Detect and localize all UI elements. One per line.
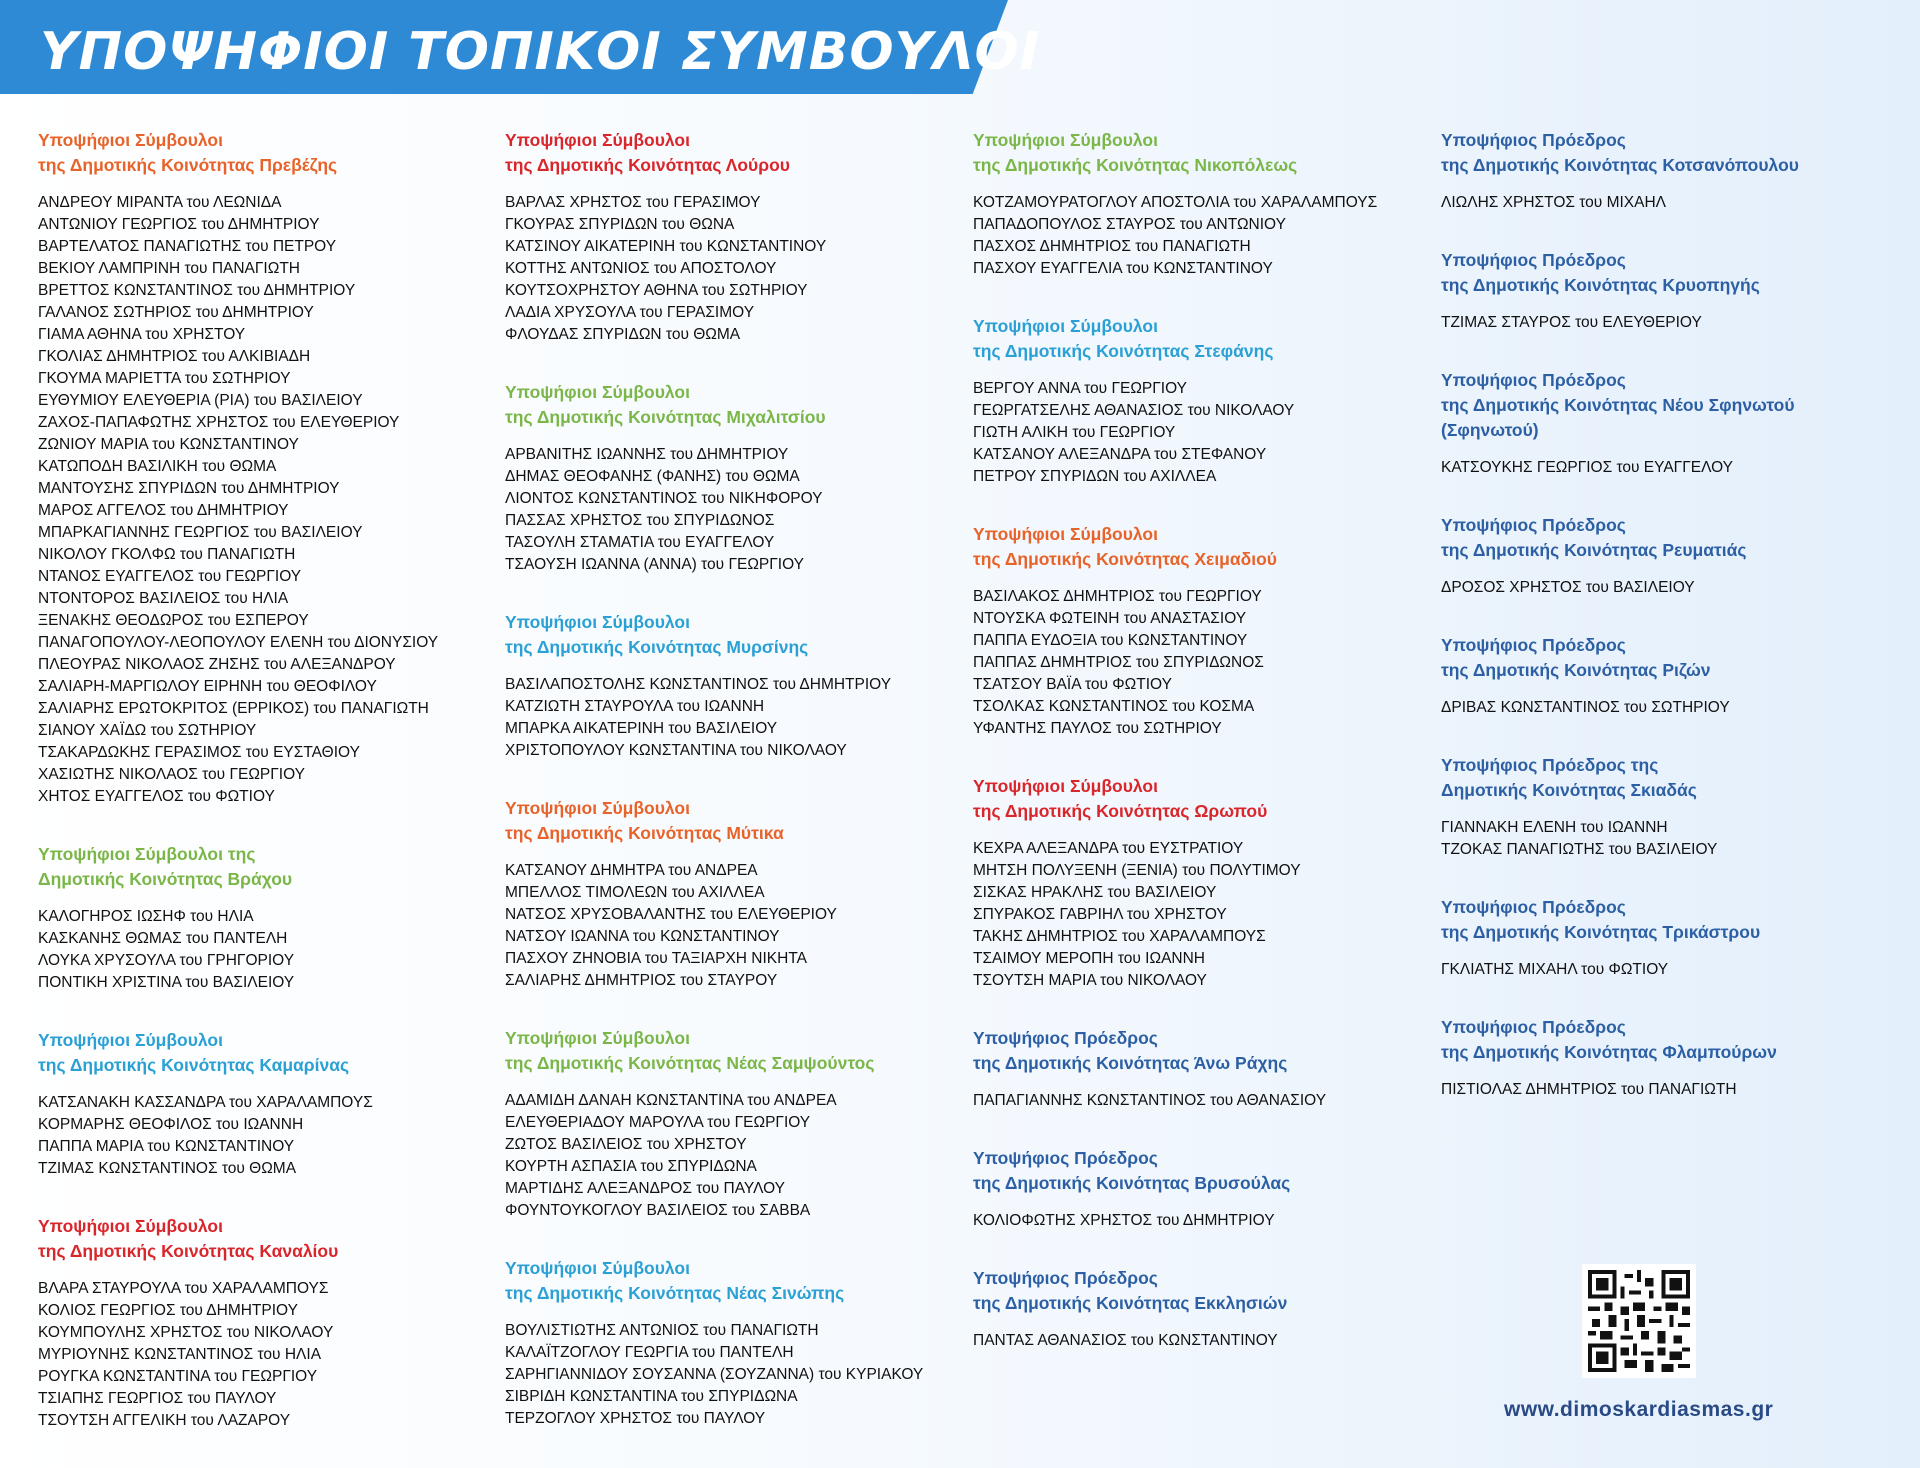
candidate-name: ΣΑΛΙΑΡΗ-ΜΑΡΓΙΩΛΟΥ ΕΙΡΗΝΗ του ΘΕΟΦΙΛΟΥ bbox=[38, 678, 377, 695]
candidate-name: ΣΑΛΙΑΡΗΣ ΔΗΜΗΤΡΙΟΣ του ΣΤΑΥΡΟΥ bbox=[505, 972, 778, 989]
section-title-line: της Δημοτικής Κοινότητας Βρυσούλας bbox=[973, 1173, 1291, 1193]
candidate-section bbox=[973, 774, 1433, 992]
candidate-name: ΚΟΛΙΟΣ ΓΕΩΡΓΙΟΣ του ΔΗΜΗΤΡΙΟΥ bbox=[38, 1302, 298, 1319]
section-title bbox=[505, 1256, 965, 1306]
candidate-section bbox=[973, 1026, 1433, 1112]
page-title: ΥΠΟΨΗΦΙΟΙ ΤΟΠΙΚΟΙ ΣΥΜΒΟΥΛΟΙ bbox=[40, 22, 1040, 82]
candidate-section bbox=[505, 610, 965, 762]
section-title-line: Υποψήφιοι Σύμβουλοι bbox=[505, 798, 690, 818]
section-title-line: Υποψήφιος Πρόεδρος bbox=[1441, 370, 1626, 390]
candidate-name: ΚΑΤΣΑΝΟΥ ΑΛΕΞΑΝΔΡΑ του ΣΤΕΦΑΝΟΥ bbox=[973, 446, 1267, 463]
candidate-name: ΒΑΡΤΕΛΑΤΟΣ ΠΑΝΑΓΙΩΤΗΣ του ΠΕΤΡΟΥ bbox=[38, 238, 337, 255]
candidate-name: ΚΕΧΡΑ ΑΛΕΞΑΝΔΡΑ του ΕΥΣΤΡΑΤΙΟΥ bbox=[973, 840, 1244, 857]
section-title-line: Υποψήφιος Πρόεδρος bbox=[973, 1148, 1158, 1168]
section-title-line: Υποψήφιος Πρόεδρος bbox=[1441, 1017, 1626, 1037]
candidate-name: ΖΩΤΟΣ ΒΑΣΙΛΕΙΟΣ του ΧΡΗΣΤΟΥ bbox=[505, 1136, 747, 1153]
candidate-name: ΚΑΤΣΑΝΑΚΗ ΚΑΣΣΑΝΔΡΑ του ΧΑΡΑΛΑΜΠΟΥΣ bbox=[38, 1094, 373, 1111]
candidate-name: ΜΑΝΤΟΥΣΗΣ ΣΠΥΡΙΔΩΝ του ΔΗΜΗΤΡΙΟΥ bbox=[38, 480, 340, 497]
section-title-line: Υποψήφιοι Σύμβουλοι bbox=[505, 382, 690, 402]
candidate-name: ΑΝΤΩΝΙΟΥ ΓΕΩΡΓΙΟΣ του ΔΗΜΗΤΡΙΟΥ bbox=[38, 216, 320, 233]
candidate-name: ΒΑΡΛΑΣ ΧΡΗΣΤΟΣ του ΓΕΡΑΣΙΜΟΥ bbox=[505, 194, 761, 211]
candidate-name: ΠΑΝΑΓΟΠΟΥΛΟΥ-ΛΕΟΠΟΥΛΟΥ ΕΛΕΝΗ του ΔΙΟΝΥΣΙΟΥ bbox=[38, 634, 439, 651]
candidate-name: ΝΤΟΝΤΟΡΟΣ ΒΑΣΙΛΕΙΟΣ του ΗΛΙΑ bbox=[38, 590, 289, 607]
section-title-line: της Δημοτικής Κοινότητας Φλαμπούρων bbox=[1441, 1042, 1777, 1062]
candidate-name: ΤΣΑΤΣΟΥ ΒΑΪΑ του ΦΩΤΙΟΥ bbox=[973, 676, 1172, 693]
candidate-list bbox=[973, 192, 1433, 280]
candidate-section bbox=[973, 314, 1433, 488]
section-title-line: Υποψήφιοι Σύμβουλοι bbox=[505, 612, 690, 632]
candidate-name: ΕΥΘΥΜΙΟΥ ΕΛΕΥΘΕΡΙΑ (ΡΙΑ) του ΒΑΣΙΛΕΙΟΥ bbox=[38, 392, 363, 409]
candidate-name: ΓΚΟΛΙΑΣ ΔΗΜΗΤΡΙΟΣ του ΑΛΚΙΒΙΑΔΗ bbox=[38, 348, 311, 365]
candidate-name: ΧΑΣΙΩΤΗΣ ΝΙΚΟΛΑΟΣ του ΓΕΩΡΓΙΟΥ bbox=[38, 766, 305, 783]
qr-code-icon bbox=[1582, 1264, 1696, 1378]
candidate-name: ΣΑΡΗΓΙΑΝΝΙΔΟΥ ΣΟΥΣΑΝΝΑ (ΣΟΥΖΑΝΝΑ) του ΚΥΡΙΑΚΟΥ bbox=[505, 1366, 924, 1383]
candidate-name: ΣΙΣΚΑΣ ΗΡΑΚΛΗΣ του ΒΑΣΙΛΕΙΟΥ bbox=[973, 884, 1217, 901]
candidate-name: ΚΑΛΟΓΗΡΟΣ ΙΩΣΗΦ του ΗΛΙΑ bbox=[38, 908, 254, 925]
candidate-section bbox=[1441, 895, 1881, 981]
candidate-name: ΠΑΠΠΑ ΕΥΔΟΞΙΑ του ΚΩΝΣΤΑΝΤΙΝΟΥ bbox=[973, 632, 1248, 649]
candidate-name: ΠΑΣΧΟΥ ΖΗΝΟΒΙΑ του ΤΑΞΙΑΡΧΗ ΝΙΚΗΤΑ bbox=[505, 950, 807, 967]
candidate-name: ΔΡΟΣΟΣ ΧΡΗΣΤΟΣ του ΒΑΣΙΛΕΙΟΥ bbox=[1441, 579, 1695, 596]
section-title-line: της Δημοτικής Κοινότητας Ριζών bbox=[1441, 660, 1711, 680]
candidate-name: ΤΣΑΟΥΣΗ ΙΩΑΝΝΑ (ΑΝΝΑ) του ΓΕΩΡΓΙΟΥ bbox=[505, 556, 804, 573]
section-title-line: της Δημοτικής Κοινότητας Κρυοπηγής bbox=[1441, 275, 1760, 295]
candidate-list bbox=[505, 674, 965, 762]
candidate-section bbox=[38, 128, 498, 808]
candidate-name: ΣΙΑΝΟΥ ΧΑΪΔΩ του ΣΩΤΗΡΙΟΥ bbox=[38, 722, 257, 739]
section-title bbox=[973, 774, 1433, 824]
section-title-line: της Δημοτικής Κοινότητας Νέου Σφηνωτού bbox=[1441, 395, 1795, 415]
section-title-line: της Δημοτικής Κοινότητας Λούρου bbox=[505, 155, 790, 175]
candidate-list bbox=[1441, 697, 1881, 719]
candidate-name: ΓΙΩΤΗ ΑΛΙΚΗ του ΓΕΩΡΓΙΟΥ bbox=[973, 424, 1176, 441]
section-title-line: Υποψήφιοι Σύμβουλοι bbox=[973, 524, 1158, 544]
candidate-section bbox=[505, 380, 965, 576]
candidate-name: ΚΟΛΙΟΦΩΤΗΣ ΧΡΗΣΤΟΣ του ΔΗΜΗΤΡΙΟΥ bbox=[973, 1212, 1275, 1229]
candidate-name: ΦΛΟΥΔΑΣ ΣΠΥΡΙΔΩΝ του ΘΩΜΑ bbox=[505, 326, 741, 343]
candidate-name: ΚΑΛΑΪΤΖΟΓΛΟΥ ΓΕΩΡΓΙΑ του ΠΑΝΤΕΛΗ bbox=[505, 1344, 794, 1361]
section-title-line: Υποψήφιοι Σύμβουλοι bbox=[38, 1030, 223, 1050]
candidate-name: ΤΣΟΥΤΣΗ ΜΑΡΙΑ του ΝΙΚΟΛΑΟΥ bbox=[973, 972, 1207, 989]
section-title-line: Υποψήφιοι Σύμβουλοι bbox=[505, 1028, 690, 1048]
section-title-line: της Δημοτικής Κοινότητας Νέας Σαμψούντος bbox=[505, 1053, 875, 1073]
candidate-section bbox=[505, 128, 965, 346]
candidate-name: ΕΛΕΥΘΕΡΙΑΔΟΥ ΜΑΡΟΥΛΑ του ΓΕΩΡΓΙΟΥ bbox=[505, 1114, 811, 1131]
candidate-section bbox=[1441, 1015, 1881, 1101]
section-title bbox=[505, 1026, 965, 1076]
section-title bbox=[38, 1214, 498, 1264]
candidate-name: ΒΑΣΙΛΑΚΟΣ ΔΗΜΗΤΡΙΟΣ του ΓΕΩΡΓΙΟΥ bbox=[973, 588, 1262, 605]
section-title-line: Υποψήφιοι Σύμβουλοι bbox=[38, 130, 223, 150]
candidate-name: ΡΟΥΓΚΑ ΚΩΝΣΤΑΝΤΙΝΑ του ΓΕΩΡΓΙΟΥ bbox=[38, 1368, 318, 1385]
section-title-line: Δημοτικής Κοινότητας Σκιαδάς bbox=[1441, 780, 1697, 800]
candidate-name: ΠΑΠΠΑ ΜΑΡΙΑ του ΚΩΝΣΤΑΝΤΙΝΟΥ bbox=[38, 1138, 295, 1155]
candidate-section bbox=[505, 1026, 965, 1222]
section-title bbox=[1441, 368, 1881, 443]
candidate-list bbox=[505, 444, 965, 576]
candidate-list bbox=[1441, 817, 1881, 861]
candidate-name: ΞΕΝΑΚΗΣ ΘΕΟΔΩΡΟΣ του ΕΣΠΕΡΟΥ bbox=[38, 612, 309, 629]
section-title-line: της Δημοτικής Κοινότητας Πρεβέζης bbox=[38, 155, 338, 175]
candidate-name: ΝΑΤΣΟΥ ΙΩΑΝΝΑ του ΚΩΝΣΤΑΝΤΙΝΟΥ bbox=[505, 928, 780, 945]
candidate-section bbox=[1441, 248, 1881, 334]
candidate-name: ΤΕΡΖΟΓΛΟΥ ΧΡΗΣΤΟΣ του ΠΑΥΛΟΥ bbox=[505, 1410, 766, 1427]
section-title-line: της Δημοτικής Κοινότητας Μυρσίνης bbox=[505, 637, 809, 657]
candidate-name: ΓΕΩΡΓΑΤΣΕΛΗΣ ΑΘΑΝΑΣΙΟΣ του ΝΙΚΟΛΑΟΥ bbox=[973, 402, 1295, 419]
candidate-section bbox=[973, 128, 1433, 280]
candidate-list bbox=[973, 1210, 1433, 1232]
section-title-line: Υποψήφιοι Σύμβουλοι bbox=[505, 130, 690, 150]
candidate-name: ΤΖΙΜΑΣ ΣΤΑΥΡΟΣ του ΕΛΕΥΘΕΡΙΟΥ bbox=[1441, 314, 1702, 331]
candidate-name: ΒΛΑΡΑ ΣΤΑΥΡΟΥΛΑ του ΧΑΡΑΛΑΜΠΟΥΣ bbox=[38, 1280, 329, 1297]
candidate-name: ΑΡΒΑΝΙΤΗΣ ΙΩΑΝΝΗΣ του ΔΗΜΗΤΡΙΟΥ bbox=[505, 446, 789, 463]
section-title bbox=[1441, 513, 1881, 563]
section-title bbox=[973, 128, 1433, 178]
section-title bbox=[973, 1266, 1433, 1316]
section-title bbox=[1441, 248, 1881, 298]
candidate-name: ΛΑΔΙΑ ΧΡΥΣΟΥΛΑ του ΓΕΡΑΣΙΜΟΥ bbox=[505, 304, 755, 321]
section-title-line: της Δημοτικής Κοινότητας Τρικάστρου bbox=[1441, 922, 1761, 942]
candidate-name: ΝΤΟΥΣΚΑ ΦΩΤΕΙΝΗ του ΑΝΑΣΤΑΣΙΟΥ bbox=[973, 610, 1247, 627]
section-title bbox=[1441, 633, 1881, 683]
candidate-section bbox=[505, 1256, 965, 1430]
candidate-name: ΤΑΚΗΣ ΔΗΜΗΤΡΙΟΣ του ΧΑΡΑΛΑΜΠΟΥΣ bbox=[973, 928, 1266, 945]
candidate-name: ΓΑΛΑΝΟΣ ΣΩΤΗΡΙΟΣ του ΔΗΜΗΤΡΙΟΥ bbox=[38, 304, 314, 321]
section-title bbox=[505, 128, 965, 178]
candidate-list bbox=[38, 1278, 498, 1432]
candidate-section bbox=[38, 1028, 498, 1180]
section-title-line: Υποψήφιος Πρόεδρος bbox=[1441, 897, 1626, 917]
candidate-name: ΓΙΑΜΑ ΑΘΗΝΑ του ΧΡΗΣΤΟΥ bbox=[38, 326, 246, 343]
candidate-list bbox=[38, 1092, 498, 1180]
candidate-name: ΣΑΛΙΑΡΗΣ ΕΡΩΤΟΚΡΙΤΟΣ (ΕΡΡΙΚΟΣ) του ΠΑΝΑΓΙΩΤΗ bbox=[38, 700, 429, 717]
candidate-name: ΓΚΛΙΑΤΗΣ ΜΙΧΑΗΛ του ΦΩΤΙΟΥ bbox=[1441, 961, 1669, 978]
candidate-name: ΤΣΑΚΑΡΔΩΚΗΣ ΓΕΡΑΣΙΜΟΣ του ΕΥΣΤΑΘΙΟΥ bbox=[38, 744, 360, 761]
candidate-name: ΤΣΟΥΤΣΗ ΑΓΓΕΛΙΚΗ του ΛΑΖΑΡΟΥ bbox=[38, 1412, 291, 1429]
candidate-list bbox=[505, 192, 965, 346]
candidate-section bbox=[1441, 633, 1881, 719]
candidate-name: ΔΡΙΒΑΣ ΚΩΝΣΤΑΝΤΙΝΟΣ του ΣΩΤΗΡΙΟΥ bbox=[1441, 699, 1730, 716]
candidate-name: ΜΠΑΡΚΑ ΑΙΚΑΤΕΡΙΝΗ του ΒΑΣΙΛΕΙΟΥ bbox=[505, 720, 778, 737]
column-3 bbox=[973, 128, 1433, 1386]
candidate-section bbox=[1441, 128, 1881, 214]
candidate-name: ΑΔΑΜΙΔΗ ΔΑΝΑΗ ΚΩΝΣΤΑΝΤΙΝΑ του ΑΝΔΡΕΑ bbox=[505, 1092, 837, 1109]
section-title-line: Υποψήφιος Πρόεδρος bbox=[973, 1028, 1158, 1048]
candidate-section bbox=[1441, 513, 1881, 599]
section-title bbox=[505, 796, 965, 846]
candidate-name: ΚΑΣΚΑΝΗΣ ΘΩΜΑΣ του ΠΑΝΤΕΛΗ bbox=[38, 930, 288, 947]
candidate-name: ΚΟΥΤΣΟΧΡΗΣΤΟΥ ΑΘΗΝΑ του ΣΩΤΗΡΙΟΥ bbox=[505, 282, 808, 299]
candidate-name: ΠΑΠΠΑΣ ΔΗΜΗΤΡΙΟΣ του ΣΠΥΡΙΔΩΝΟΣ bbox=[973, 654, 1264, 671]
candidate-name: ΓΚΟΥΜΑ ΜΑΡΙΕΤΤΑ του ΣΩΤΗΡΙΟΥ bbox=[38, 370, 291, 387]
candidate-name: ΖΑΧΟΣ-ΠΑΠΑΦΩΤΗΣ ΧΡΗΣΤΟΣ του ΕΛΕΥΘΕΡΙΟΥ bbox=[38, 414, 400, 431]
candidate-name: ΥΦΑΝΤΗΣ ΠΑΥΛΟΣ του ΣΩΤΗΡΙΟΥ bbox=[973, 720, 1222, 737]
candidate-name: ΜΑΡΤΙΔΗΣ ΑΛΕΞΑΝΔΡΟΣ του ΠΑΥΛΟΥ bbox=[505, 1180, 786, 1197]
section-title bbox=[505, 610, 965, 660]
candidate-list bbox=[505, 1090, 965, 1222]
section-title-line: Υποψήφιοι Σύμβουλοι bbox=[973, 130, 1158, 150]
candidate-name: ΠΛΕΟΥΡΑΣ ΝΙΚΟΛΑΟΣ ΖΗΣΗΣ του ΑΛΕΞΑΝΔΡΟΥ bbox=[38, 656, 396, 673]
section-title-line: (Σφηνωτού) bbox=[1441, 420, 1539, 440]
candidate-name: ΒΕΡΓΟΥ ΑΝΝΑ του ΓΕΩΡΓΙΟΥ bbox=[973, 380, 1187, 397]
candidate-name: ΑΝΔΡΕΟΥ ΜΙΡΑΝΤΑ του ΛΕΩΝΙΔΑ bbox=[38, 194, 282, 211]
candidate-name: ΧΡΙΣΤΟΠΟΥΛΟΥ ΚΩΝΣΤΑΝΤΙΝΑ του ΝΙΚΟΛΑΟΥ bbox=[505, 742, 847, 759]
candidate-name: ΣΠΥΡΑΚΟΣ ΓΑΒΡΙΗΛ του ΧΡΗΣΤΟΥ bbox=[973, 906, 1227, 923]
candidate-name: ΛΟΥΚΑ ΧΡΥΣΟΥΛΑ του ΓΡΗΓΟΡΙΟΥ bbox=[38, 952, 295, 969]
section-title bbox=[38, 128, 498, 178]
candidate-name: ΦΟΥΝΤΟΥΚΟΓΛΟΥ ΒΑΣΙΛΕΙΟΣ του ΣΑΒΒΑ bbox=[505, 1202, 811, 1219]
candidate-list bbox=[1441, 577, 1881, 599]
candidate-name: ΒΕΚΙΟΥ ΛΑΜΠΡΙΝΗ του ΠΑΝΑΓΙΩΤΗ bbox=[38, 260, 300, 277]
section-title-line: της Δημοτικής Κοινότητας Καναλίου bbox=[38, 1241, 339, 1261]
section-title-line: της Δημοτικής Κοινότητας Εκκλησιών bbox=[973, 1293, 1288, 1313]
candidate-name: ΤΣΑΙΜΟΥ ΜΕΡΟΠΗ του ΙΩΑΝΝΗ bbox=[973, 950, 1205, 967]
candidate-name: ΚΟΥΜΠΟΥΛΗΣ ΧΡΗΣΤΟΣ του ΝΙΚΟΛΑΟΥ bbox=[38, 1324, 334, 1341]
section-title-line: της Δημοτικής Κοινότητας Μιχαλιτσίου bbox=[505, 407, 826, 427]
candidate-name: ΚΑΤΣΑΝΟΥ ΔΗΜΗΤΡΑ του ΑΝΔΡΕΑ bbox=[505, 862, 758, 879]
candidate-name: ΧΗΤΟΣ ΕΥΑΓΓΕΛΟΣ του ΦΩΤΙΟΥ bbox=[38, 788, 275, 805]
candidate-name: ΠΙΣΤΙΟΛΑΣ ΔΗΜΗΤΡΙΟΣ του ΠΑΝΑΓΙΩΤΗ bbox=[1441, 1081, 1737, 1098]
column-4 bbox=[1441, 128, 1881, 1135]
candidate-name: ΤΖΙΜΑΣ ΚΩΝΣΤΑΝΤΙΝΟΣ του ΘΩΜΑ bbox=[38, 1160, 297, 1177]
candidate-list bbox=[973, 1330, 1433, 1352]
section-title bbox=[1441, 128, 1881, 178]
candidate-name: ΣΙΒΡΙΔΗ ΚΩΝΣΤΑΝΤΙΝΑ του ΣΠΥΡΙΔΩΝΑ bbox=[505, 1388, 798, 1405]
section-title-line: της Δημοτικής Κοινότητας Κοτσανόπουλου bbox=[1441, 155, 1799, 175]
candidate-name: ΜΠΑΡΚΑΓΙΑΝΝΗΣ ΓΕΩΡΓΙΟΣ του ΒΑΣΙΛΕΙΟΥ bbox=[38, 524, 363, 541]
candidate-list bbox=[973, 586, 1433, 740]
candidate-name: ΜΥΡΙΟΥΝΗΣ ΚΩΝΣΤΑΝΤΙΝΟΣ του ΗΛΙΑ bbox=[38, 1346, 322, 1363]
section-title-line: της Δημοτικής Κοινότητας Μύτικα bbox=[505, 823, 784, 843]
candidate-section bbox=[973, 522, 1433, 740]
candidate-list bbox=[505, 1320, 965, 1430]
section-title-line: Υποψήφιοι Σύμβουλοι bbox=[973, 776, 1158, 796]
candidate-list bbox=[973, 378, 1433, 488]
candidate-name: ΚΟΡΜΑΡΗΣ ΘΕΟΦΙΛΟΣ του ΙΩΑΝΝΗ bbox=[38, 1116, 304, 1133]
section-title-line: της Δημοτικής Κοινότητας Ρευματιάς bbox=[1441, 540, 1747, 560]
candidate-name: ΖΩΝΙΟΥ ΜΑΡΙΑ του ΚΩΝΣΤΑΝΤΙΝΟΥ bbox=[38, 436, 299, 453]
section-title-line: Υποψήφιος Πρόεδρος bbox=[1441, 250, 1626, 270]
candidate-name: ΚΑΤΣΙΝΟΥ ΑΙΚΑΤΕΡΙΝΗ του ΚΩΝΣΤΑΝΤΙΝΟΥ bbox=[505, 238, 827, 255]
candidate-name: ΤΖΟΚΑΣ ΠΑΝΑΓΙΩΤΗΣ του ΒΑΣΙΛΕΙΟΥ bbox=[1441, 841, 1718, 858]
section-title-line: της Δημοτικής Κοινότητας Χειμαδιού bbox=[973, 549, 1277, 569]
candidate-name: ΚΟΤΤΗΣ ΑΝΤΩΝΙΟΣ του ΑΠΟΣΤΟΛΟΥ bbox=[505, 260, 777, 277]
candidate-section bbox=[1441, 753, 1881, 861]
candidate-name: ΛΙΟΝΤΟΣ ΚΩΝΣΤΑΝΤΙΝΟΣ του ΝΙΚΗΦΟΡΟΥ bbox=[505, 490, 823, 507]
candidate-name: ΔΗΜΑΣ ΘΕΟΦΑΝΗΣ (ΦΑΝΗΣ) του ΘΩΜΑ bbox=[505, 468, 800, 485]
section-title-line: Υποψήφιος Πρόεδρος bbox=[973, 1268, 1158, 1288]
candidate-name: ΚΟΥΡΤΗ ΑΣΠΑΣΙΑ του ΣΠΥΡΙΔΩΝΑ bbox=[505, 1158, 757, 1175]
candidate-list bbox=[1441, 192, 1881, 214]
section-title-line: Υποψήφιοι Σύμβουλοι bbox=[505, 1258, 690, 1278]
section-title-line: της Δημοτικής Κοινότητας Άνω Ράχης bbox=[973, 1053, 1288, 1073]
section-title-line: Υποψήφιος Πρόεδρος bbox=[1441, 515, 1626, 535]
candidate-list bbox=[973, 1090, 1433, 1112]
candidate-list bbox=[1441, 457, 1881, 479]
candidate-section bbox=[38, 1214, 498, 1432]
candidate-name: ΤΑΣΟΥΛΗ ΣΤΑΜΑΤΙΑ του ΕΥΑΓΓΕΛΟΥ bbox=[505, 534, 775, 551]
candidate-name: ΤΣΟΛΚΑΣ ΚΩΝΣΤΑΝΤΙΝΟΣ του ΚΟΣΜΑ bbox=[973, 698, 1255, 715]
candidate-name: ΠΕΤΡΟΥ ΣΠΥΡΙΔΩΝ του ΑΧΙΛΛΕΑ bbox=[973, 468, 1217, 485]
section-title-line: Υποψήφιοι Σύμβουλοι της bbox=[38, 844, 256, 864]
candidate-name: ΜΠΕΛΛΟΣ ΤΙΜΟΛΕΩΝ του ΑΧΙΛΛΕΑ bbox=[505, 884, 765, 901]
candidate-name: ΠΑΠΑΓΙΑΝΝΗΣ ΚΩΝΣΤΑΝΤΙΝΟΣ του ΑΘΑΝΑΣΙΟΥ bbox=[973, 1092, 1327, 1109]
candidate-name: ΝΑΤΣΟΣ ΧΡΥΣΟΒΑΛΑΝΤΗΣ του ΕΛΕΥΘΕΡΙΟΥ bbox=[505, 906, 837, 923]
candidate-name: ΠΑΠΑΔΟΠΟΥΛΟΣ ΣΤΑΥΡΟΣ του ΑΝΤΩΝΙΟΥ bbox=[973, 216, 1286, 233]
candidate-name: ΠΑΝΤΑΣ ΑΘΑΝΑΣΙΟΣ του ΚΩΝΣΤΑΝΤΙΝΟΥ bbox=[973, 1332, 1278, 1349]
candidate-section bbox=[1441, 368, 1881, 479]
section-title bbox=[1441, 895, 1881, 945]
candidate-name: ΠΑΣΧΟΥ ΕΥΑΓΓΕΛΙΑ του ΚΩΝΣΤΑΝΤΙΝΟΥ bbox=[973, 260, 1273, 277]
candidate-section bbox=[973, 1146, 1433, 1232]
section-title bbox=[973, 1026, 1433, 1076]
candidate-list bbox=[1441, 959, 1881, 981]
candidate-list bbox=[38, 192, 498, 808]
section-title bbox=[38, 1028, 498, 1078]
candidate-name: ΚΑΤΩΠΟΔΗ ΒΑΣΙΛΙΚΗ του ΘΩΜΑ bbox=[38, 458, 277, 475]
section-title bbox=[1441, 1015, 1881, 1065]
section-title-line: Υποψήφιος Πρόεδρος bbox=[1441, 130, 1626, 150]
candidate-name: ΝΙΚΟΛΟΥ ΓΚΟΛΦΩ του ΠΑΝΑΓΙΩΤΗ bbox=[38, 546, 296, 563]
candidate-name: ΚΟΤΖΑΜΟΥΡΑΤΟΓΛΟΥ ΑΠΟΣΤΟΛΙΑ του ΧΑΡΑΛΑΜΠΟΥΣ bbox=[973, 194, 1378, 211]
section-title bbox=[1441, 753, 1881, 803]
candidate-section bbox=[973, 1266, 1433, 1352]
candidate-list bbox=[1441, 1079, 1881, 1101]
candidate-name: ΜΗΤΣΗ ΠΟΛΥΞΕΝΗ (ΞΕΝΙΑ) του ΠΟΛΥΤΙΜΟΥ bbox=[973, 862, 1301, 879]
candidate-section bbox=[38, 842, 498, 994]
candidate-list bbox=[1441, 312, 1881, 334]
column-2 bbox=[505, 128, 965, 1464]
section-title-line: της Δημοτικής Κοινότητας Ωρωπού bbox=[973, 801, 1268, 821]
column-1 bbox=[38, 128, 498, 1466]
candidate-list bbox=[973, 838, 1433, 992]
candidate-name: ΚΑΤΣΟΥΚΗΣ ΓΕΩΡΓΙΟΣ του ΕΥΑΓΓΕΛΟΥ bbox=[1441, 459, 1733, 476]
website-link[interactable]: www.dimoskardiasmas.gr bbox=[1504, 1398, 1774, 1421]
candidate-name: ΠΑΣΣΑΣ ΧΡΗΣΤΟΣ του ΣΠΥΡΙΔΩΝΟΣ bbox=[505, 512, 775, 529]
candidate-name: ΠΟΝΤΙΚΗ ΧΡΙΣΤΙΝΑ του ΒΑΣΙΛΕΙΟΥ bbox=[38, 974, 295, 991]
candidate-name: ΤΣΙΑΠΗΣ ΓΕΩΡΓΙΟΣ του ΠΑΥΛΟΥ bbox=[38, 1390, 277, 1407]
candidate-name: ΝΤΑΝΟΣ ΕΥΑΓΓΕΛΟΣ του ΓΕΩΡΓΙΟΥ bbox=[38, 568, 302, 585]
candidate-name: ΜΑΡΟΣ ΑΓΓΕΛΟΣ του ΔΗΜΗΤΡΙΟΥ bbox=[38, 502, 289, 519]
section-title-line: Υποψήφιος Πρόεδρος bbox=[1441, 635, 1626, 655]
candidate-name: ΛΙΩΛΗΣ ΧΡΗΣΤΟΣ του ΜΙΧΑΗΛ bbox=[1441, 194, 1667, 211]
section-title-line: Υποψήφιοι Σύμβουλοι bbox=[973, 316, 1158, 336]
section-title-line: της Δημοτικής Κοινότητας Στεφάνης bbox=[973, 341, 1274, 361]
candidate-name: ΓΙΑΝΝΑΚΗ ΕΛΕΝΗ του ΙΩΑΝΝΗ bbox=[1441, 819, 1668, 836]
section-title bbox=[38, 842, 498, 892]
section-title bbox=[973, 522, 1433, 572]
candidate-name: ΚΑΤΖΙΩΤΗ ΣΤΑΥΡΟΥΛΑ του ΙΩΑΝΝΗ bbox=[505, 698, 765, 715]
section-title-line: Δημοτικής Κοινότητας Βράχου bbox=[38, 869, 293, 889]
section-title-line: της Δημοτικής Κοινότητας Νικοπόλεως bbox=[973, 155, 1298, 175]
candidate-list bbox=[38, 906, 498, 994]
section-title bbox=[973, 1146, 1433, 1196]
candidate-name: ΒΟΥΛΙΣΤΙΩΤΗΣ ΑΝΤΩΝΙΟΣ του ΠΑΝΑΓΙΩΤΗ bbox=[505, 1322, 819, 1339]
candidate-name: ΒΡΕΤΤΟΣ ΚΩΝΣΤΑΝΤΙΝΟΣ του ΔΗΜΗΤΡΙΟΥ bbox=[38, 282, 356, 299]
section-title-line: Υποψήφιος Πρόεδρος της bbox=[1441, 755, 1659, 775]
section-title-line: της Δημοτικής Κοινότητας Καμαρίνας bbox=[38, 1055, 350, 1075]
section-title-line: Υποψήφιοι Σύμβουλοι bbox=[38, 1216, 223, 1236]
section-title bbox=[973, 314, 1433, 364]
candidate-section bbox=[505, 796, 965, 992]
candidate-name: ΒΑΣΙΛΑΠΟΣΤΟΛΗΣ ΚΩΝΣΤΑΝΤΙΝΟΣ του ΔΗΜΗΤΡΙΟΥ bbox=[505, 676, 892, 693]
candidate-list bbox=[505, 860, 965, 992]
section-title bbox=[505, 380, 965, 430]
section-title-line: της Δημοτικής Κοινότητας Νέας Σινώπης bbox=[505, 1283, 845, 1303]
candidate-name: ΓΚΟΥΡΑΣ ΣΠΥΡΙΔΩΝ του ΘΩΝΑ bbox=[505, 216, 735, 233]
candidate-name: ΠΑΣΧΟΣ ΔΗΜΗΤΡΙΟΣ του ΠΑΝΑΓΙΩΤΗ bbox=[973, 238, 1251, 255]
